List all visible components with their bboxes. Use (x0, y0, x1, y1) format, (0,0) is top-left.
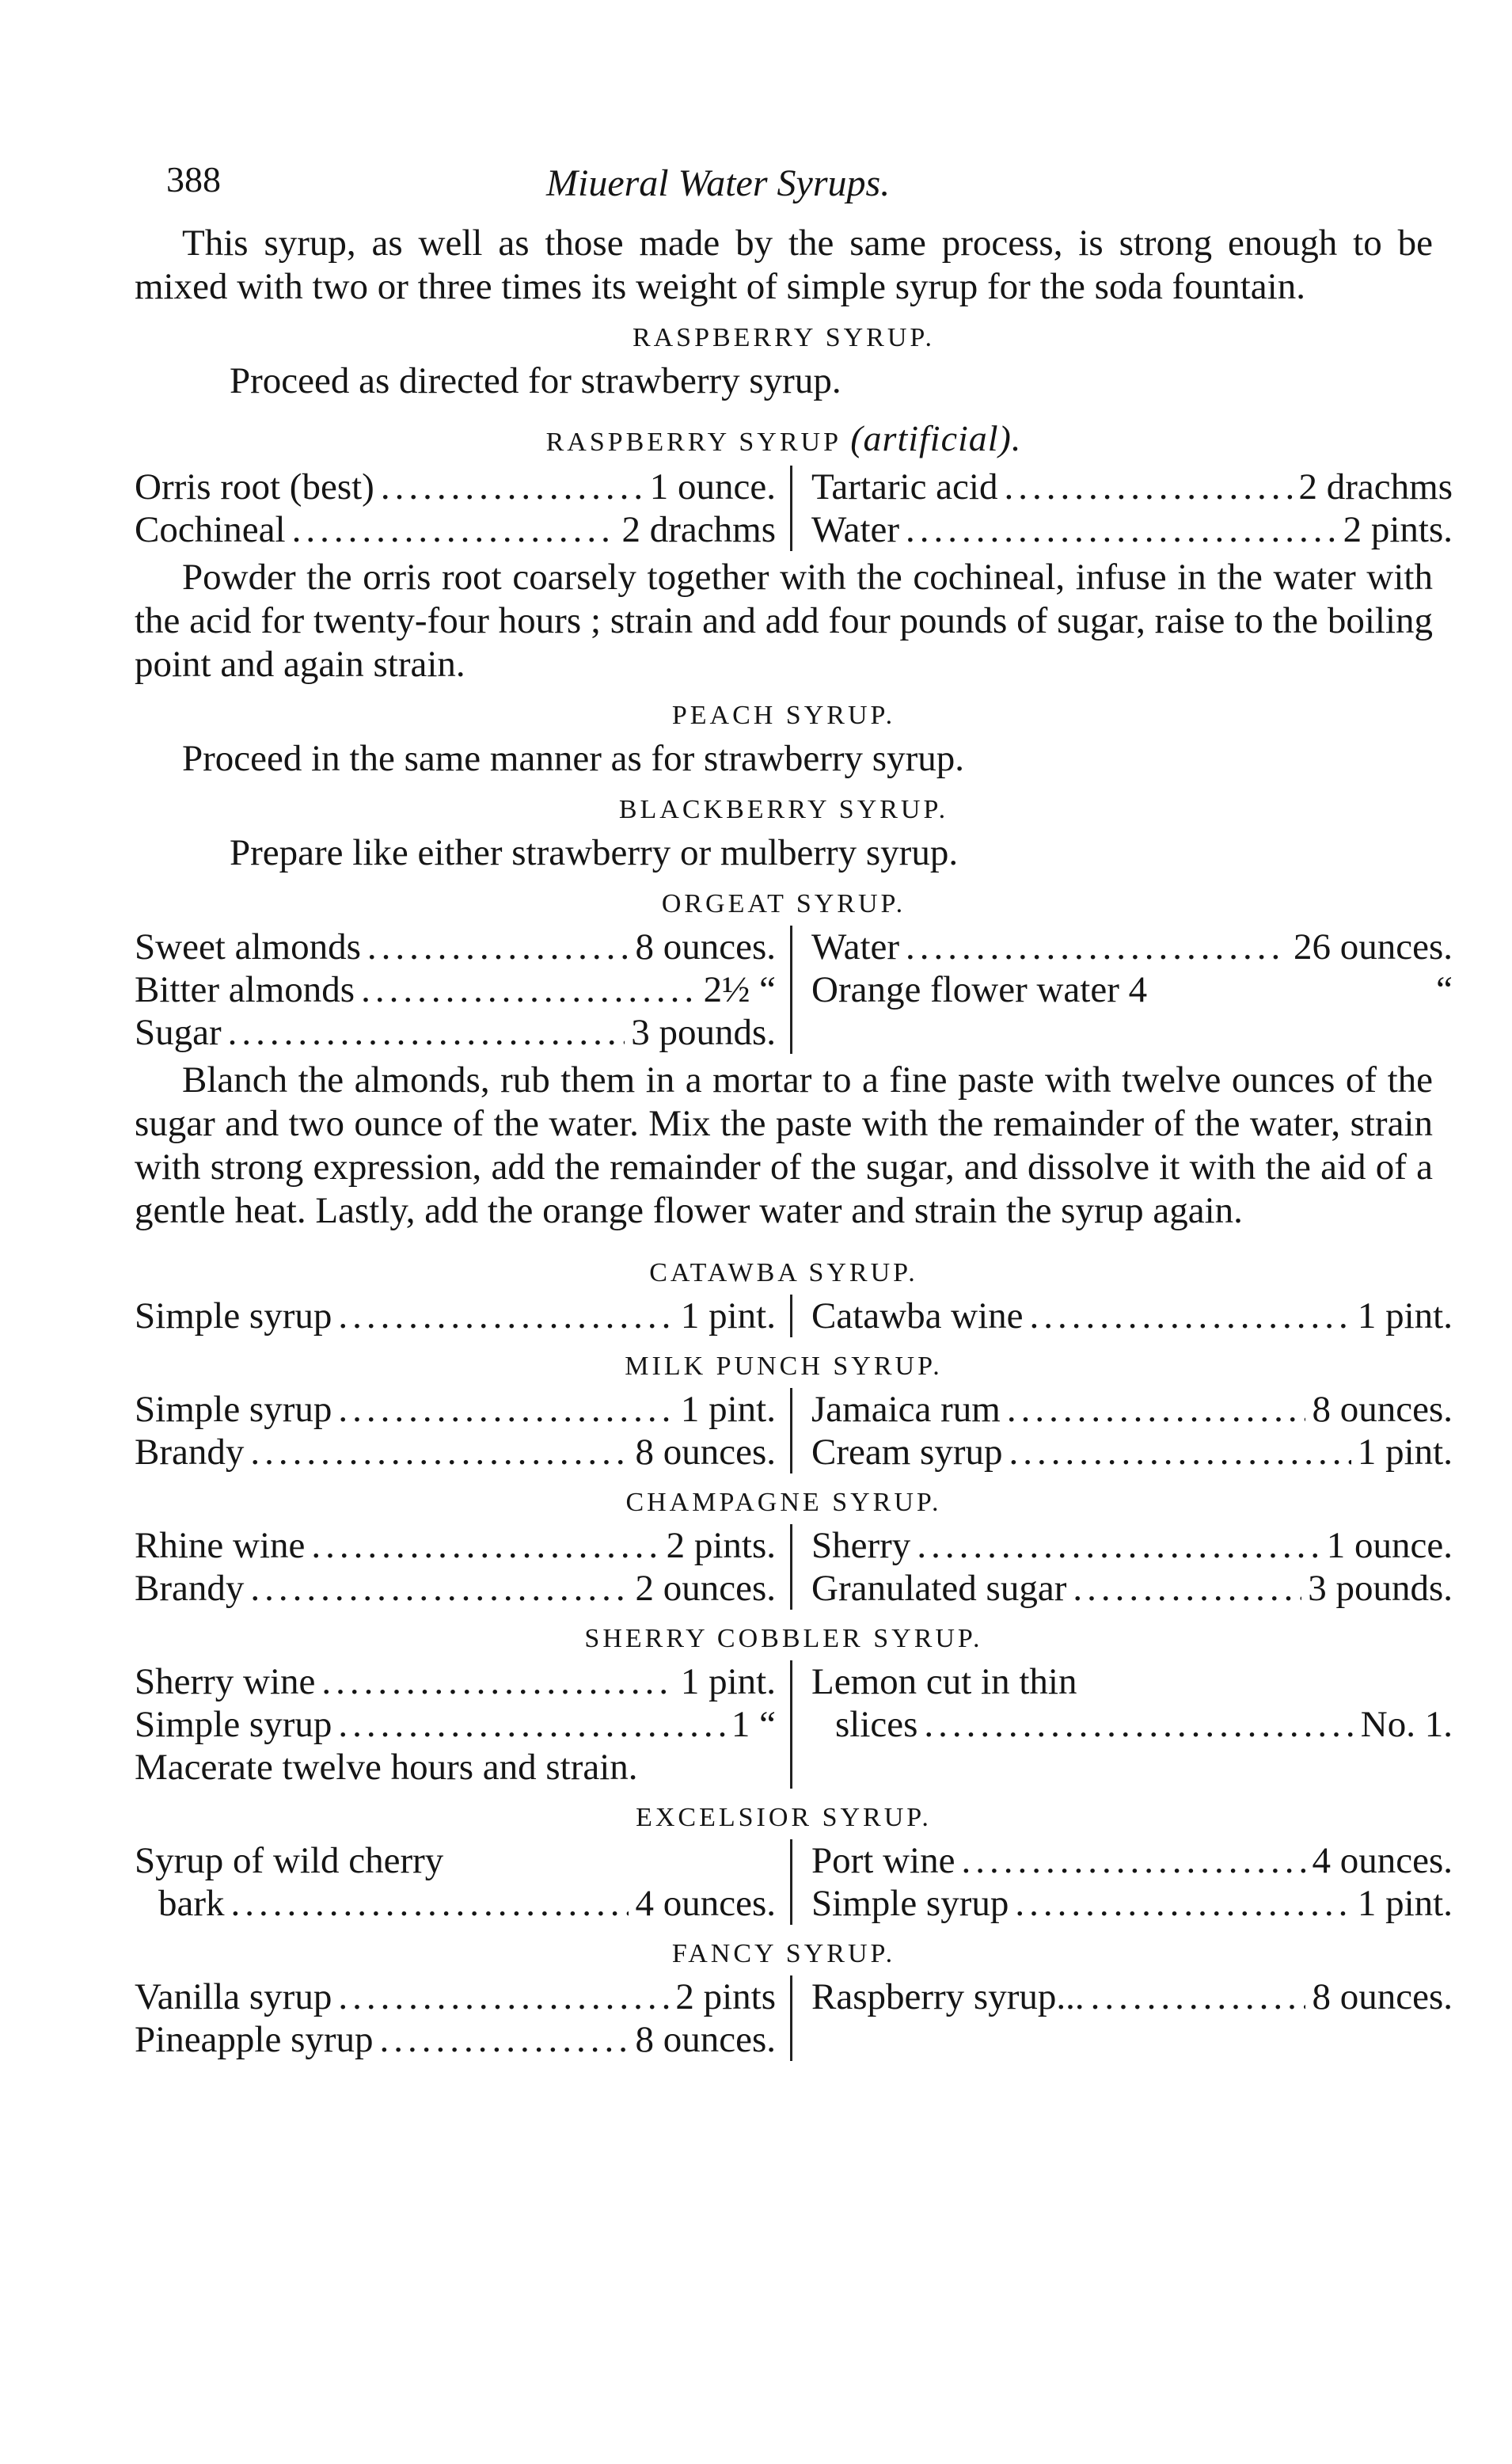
ingredient-quantity: 1 “ (731, 1704, 776, 1745)
ingredient-quantity: 2 pints. (666, 1525, 776, 1566)
milk-punch-ingredients (135, 1388, 1453, 1473)
ingredient-row (811, 1975, 1453, 2018)
ingredient-row (135, 1839, 776, 1882)
ingredient-name: Simple syrup (135, 1704, 332, 1745)
leader-dots (1030, 1295, 1351, 1337)
ingredient-name: Raspberry syrup... (811, 1976, 1085, 2017)
ingredient-quantity: 1 ounce. (649, 466, 776, 508)
raspberry-text: Proceed as directed for strawberry syrup. (230, 360, 841, 401)
ingredient-row (135, 1431, 776, 1473)
excelsior-ingredients (135, 1839, 1453, 1925)
ingredient-row (811, 926, 1453, 968)
leader-dots (338, 1975, 669, 2018)
ingredient-name: Orris root (best) (135, 466, 374, 508)
spacer (135, 1233, 1433, 1244)
raspberry-heading: RASPBERRY SYRUP. (632, 323, 936, 352)
ingredient-name: Lemon cut in thin (811, 1661, 1077, 1702)
fancy-heading: FANCY SYRUP. (671, 1939, 896, 1968)
page-number: 388 (166, 159, 221, 200)
ingredient-name: Syrup of wild cherry (135, 1840, 444, 1881)
ingredients-right-column (792, 1839, 1453, 1925)
ingredient-row (135, 968, 776, 1011)
ingredient-quantity: 1 pint. (680, 1295, 776, 1337)
ingredient-name: Cream syrup (811, 1432, 1003, 1473)
leader-dots (961, 1839, 1305, 1882)
macerate-note: Macerate twelve hours and strain. (135, 1747, 638, 1788)
leader-dots (292, 508, 616, 551)
ingredient-name: Cochineal (135, 509, 286, 550)
ingredient-name: slices (835, 1704, 918, 1745)
ingredient-row (135, 926, 776, 968)
ingredient-name: Simple syrup (135, 1295, 332, 1337)
leader-dots (906, 926, 1287, 968)
ingredient-row (135, 1703, 776, 1746)
ingredient-quantity: 1 pint. (1357, 1295, 1453, 1337)
peach-heading: PEACH SYRUP. (671, 701, 896, 730)
ingredient-name: bark (158, 1883, 225, 1924)
ingredient-quantity: 8 ounces. (635, 2019, 776, 2060)
ingredient-quantity: 1 pint. (680, 1389, 776, 1430)
ingredient-row (135, 1567, 776, 1610)
ingredients-left-column (135, 1660, 792, 1789)
ingredient-quantity: “ (1436, 969, 1453, 1010)
ingredient-row (811, 968, 1453, 1011)
ingredient-row (811, 1567, 1453, 1610)
ingredient-row (135, 508, 776, 551)
ingredient-name: Brandy (135, 1432, 245, 1473)
catawba-heading: CATAWBA SYRUP. (649, 1258, 918, 1287)
ingredient-name: Vanilla syrup (135, 1976, 332, 2017)
ingredient-name: Bitter almonds (135, 969, 355, 1010)
ingredient-quantity: 2 pints (675, 1976, 776, 2017)
orgeat-heading: ORGEAT SYRUP. (661, 889, 906, 918)
ingredient-quantity: 1 pint. (680, 1661, 776, 1702)
ingredient-quantity: 8 ounces. (1312, 1389, 1453, 1430)
raspberry-artificial-ingredients (135, 466, 1453, 551)
ingredient-name: Tartaric acid (811, 466, 998, 508)
ingredient-quantity: 1 pint. (1357, 1432, 1453, 1473)
ingredients-left-column (135, 466, 792, 551)
blackberry-text: Prepare like either strawberry or mulberry syrup. (230, 832, 959, 873)
leader-dots (228, 1011, 625, 1054)
ingredients-right-column (792, 1975, 1453, 2061)
ingredient-row (135, 1882, 776, 1925)
ingredient-name: Simple syrup (135, 1389, 332, 1430)
ingredient-row (135, 466, 776, 508)
ingredient-quantity: No. 1. (1360, 1704, 1453, 1745)
ingredient-quantity: 4 ounces. (1312, 1840, 1453, 1881)
ingredient-row (811, 1839, 1453, 1882)
ingredients-left-column (135, 1524, 792, 1610)
ingredient-quantity: 2½ “ (703, 969, 776, 1010)
leader-dots (338, 1295, 674, 1337)
excelsior-heading: EXCELSIOR SYRUP. (636, 1803, 932, 1832)
ingredient-quantity: 1 ounce. (1326, 1525, 1453, 1566)
raspberry-artificial-heading (135, 417, 1433, 459)
ingredient-quantity: 8 ounces. (635, 926, 776, 968)
raspberry-artificial-heading-italic: (artificial). (850, 418, 1022, 458)
ingredient-name: Sherry wine (135, 1661, 316, 1702)
ingredient-name: Sugar (135, 1012, 222, 1053)
leader-dots (338, 1703, 725, 1746)
page-header (135, 150, 1433, 222)
ingredient-name: Granulated sugar (811, 1568, 1067, 1609)
leader-dots (361, 968, 697, 1011)
ingredient-row (135, 1295, 776, 1337)
leader-dots (1007, 1388, 1306, 1431)
leader-dots (1073, 1567, 1301, 1610)
ingredients-right-column (792, 1660, 1453, 1789)
champagne-heading: CHAMPAGNE SYRUP. (625, 1488, 942, 1517)
leader-dots (917, 1524, 1320, 1567)
raspberry-artificial-text: Powder the orris root coarsely together with the cochineal, infuse in the water with the acid for twenty-four hours ; strain and add four pounds of sugar, raise to the boiling point and again strain. (135, 557, 1433, 685)
ingredient-name: Simple syrup (811, 1883, 1009, 1924)
ingredient-row (135, 1524, 776, 1567)
ingredient-name: Water (811, 926, 900, 968)
ingredient-quantity: 2 pints. (1343, 509, 1453, 550)
ingredient-row (811, 1882, 1453, 1925)
ingredient-name: Water (811, 509, 900, 550)
ingredients-left-column (135, 1975, 792, 2061)
ingredient-row (811, 1431, 1453, 1473)
book-page (135, 150, 1453, 2066)
ingredients-right-column (792, 1295, 1453, 1337)
catawba-ingredients (135, 1295, 1453, 1337)
ingredient-quantity: 2 ounces. (635, 1568, 776, 1609)
ingredient-name: Pineapple syrup (135, 2019, 374, 2060)
ingredients-left-column (135, 1388, 792, 1473)
leader-dots (1004, 466, 1292, 508)
sherry-cobbler-ingredients (135, 1660, 1453, 1789)
orgeat-ingredients (135, 926, 1453, 1054)
ingredients-right-column (792, 926, 1453, 1054)
ingredient-quantity: 8 ounces. (1312, 1976, 1453, 2017)
ingredient-row (135, 1011, 776, 1054)
ingredients-left-column (135, 926, 792, 1054)
ingredient-note (135, 1746, 776, 1789)
ingredient-quantity: 8 ounces. (635, 1432, 776, 1473)
ingredient-row (811, 1703, 1453, 1746)
leader-dots (1015, 1882, 1351, 1925)
raspberry-artificial-heading-text: RASPBERRY SYRUP (545, 428, 841, 457)
leader-dots (1009, 1431, 1351, 1473)
leader-dots (1091, 1975, 1306, 2018)
ingredient-name: Sweet almonds (135, 926, 361, 968)
orgeat-text: Blanch the almonds, rub them in a mortar to a fine paste with twelve ounces of the sugar and two ounce of the water. Mix the paste with the remainder of the water, strain with strong expression, add the remainder of the sugar, and dissolve it with the aid of a gentle heat. Lastly, add the orange flower water and strain the syrup again. (135, 1059, 1433, 1231)
leader-dots (231, 1882, 629, 1925)
ingredient-row (811, 1524, 1453, 1567)
leader-dots (311, 1524, 659, 1567)
ingredient-quantity: 4 ounces. (635, 1883, 776, 1924)
fancy-ingredients (135, 1975, 1453, 2061)
ingredients-right-column (792, 466, 1453, 551)
ingredient-name: Brandy (135, 1568, 245, 1609)
ingredient-row (811, 1660, 1453, 1703)
ingredient-name: Port wine (811, 1840, 955, 1881)
ingredients-left-column (135, 1295, 792, 1337)
ingredient-name: Orange flower water 4 (811, 969, 1148, 1010)
champagne-ingredients (135, 1524, 1453, 1610)
ingredient-name: Jamaica rum (811, 1389, 1001, 1430)
ingredient-row (811, 508, 1453, 551)
leader-dots (924, 1703, 1354, 1746)
ingredient-row (811, 1295, 1453, 1337)
ingredient-quantity: 26 ounces. (1293, 926, 1453, 968)
leader-dots (906, 508, 1337, 551)
ingredients-right-column (792, 1388, 1453, 1473)
ingredient-name: Catawba wine (811, 1295, 1024, 1337)
ingredient-row (135, 1388, 776, 1431)
ingredients-left-column (135, 1839, 792, 1925)
ingredient-row (811, 466, 1453, 508)
peach-text: Proceed in the same manner as for strawberry syrup. (182, 738, 964, 779)
ingredient-quantity: 3 pounds. (1308, 1568, 1453, 1609)
leader-dots (321, 1660, 674, 1703)
leader-dots (381, 466, 644, 508)
ingredients-right-column (792, 1524, 1453, 1610)
leader-dots (338, 1388, 674, 1431)
running-title: Miueral Water Syrups. (546, 162, 891, 204)
sherry-cobbler-heading: SHERRY COBBLER SYRUP. (584, 1624, 983, 1653)
leader-dots (250, 1431, 629, 1473)
blackberry-heading: BLACKBERRY SYRUP. (618, 795, 949, 824)
ingredient-quantity: 1 pint. (1357, 1883, 1453, 1924)
milk-punch-heading: MILK PUNCH SYRUP. (625, 1352, 943, 1381)
ingredient-row (811, 1388, 1453, 1431)
leader-dots (250, 1567, 629, 1610)
ingredient-quantity: 3 pounds. (631, 1012, 776, 1053)
leader-dots (367, 926, 629, 968)
ingredient-row (135, 2018, 776, 2061)
ingredient-row (135, 1975, 776, 2018)
ingredient-quantity: 2 drachms (1298, 466, 1453, 508)
ingredient-row (135, 1660, 776, 1703)
intro-paragraph: This syrup, as well as those made by the same process, is strong enough to be mixed with two or three times its weight of simple syrup for the soda fountain. (135, 222, 1433, 307)
ingredient-name: Sherry (811, 1525, 911, 1566)
ingredient-quantity: 2 drachms (621, 509, 776, 550)
leader-dots (380, 2018, 629, 2061)
ingredient-name: Rhine wine (135, 1525, 306, 1566)
